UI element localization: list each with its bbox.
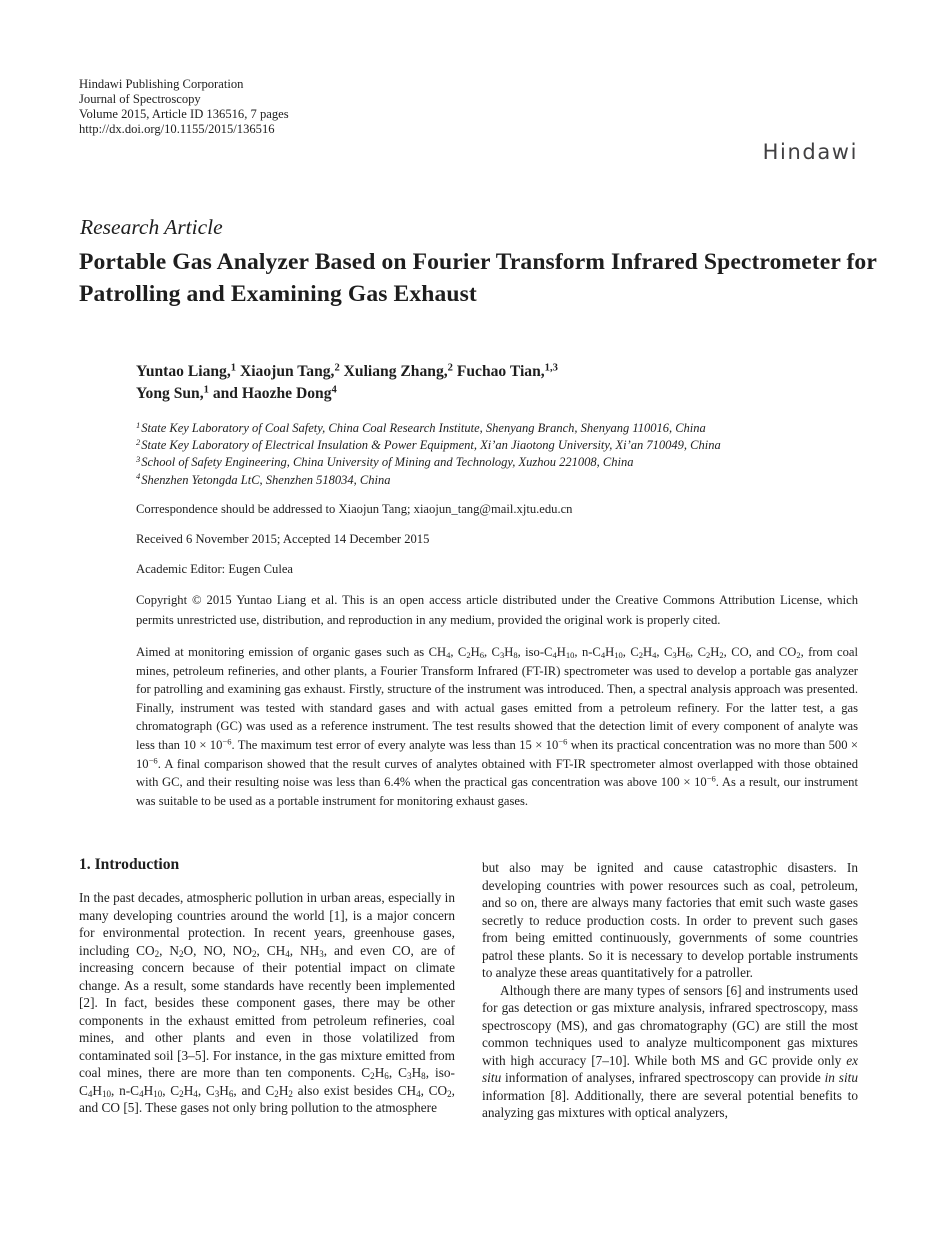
affiliation: $^1$State Key Laboratory of Coal Safety, China Coal Research Institute, Shenyang Branch, Shenyang 110016, China — [136, 419, 706, 435]
received-accepted-line: Received 6 November 2015; Accepted 14 December 2015 — [136, 532, 430, 546]
authors-line: Yuntao Liang,$^1$ Xiaojun Tang,$^2$ Xuliang Zhang,$^2$ Fuchao Tian,$^{1,3}$ Yong Sun,$^1$ and Haozhe Dong$^4$ — [136, 362, 558, 402]
publisher-name: Hindawi Publishing Corporation — [79, 77, 244, 91]
volume-info: Volume 2015, Article ID 136516, 7 pages — [79, 107, 289, 122]
affiliation: $^3$School of Safety Engineering, China University of Mining and Technology, Xuzhou 221008, China — [136, 454, 634, 470]
section-heading-introduction: 1. Introduction — [79, 856, 180, 873]
email-link[interactable]: xiaojun_tang@mail.xjtu.edu.cn — [413, 502, 573, 516]
copyright-notice: Copyright © 2015 Yuntao Liang et al. This is an open access article distributed under the Creative Commons Attribution License, which permits unrestricted use, distribution, and reproduction in any medium, provided the original work is properly cited. — [136, 593, 858, 627]
correspondence-text: Correspondence should be addressed to Xiaojun Tang; — [136, 502, 414, 516]
journal-name: Journal of Spectroscopy — [79, 92, 201, 107]
hindawi-logo: Hindawi — [762, 140, 858, 164]
affiliations-block — [136, 420, 721, 489]
paragraph: In the past decades, atmospheric pollution in urban areas, especially in many developing countries around the world [1], is a major concern for environmental protection. In recent years, greenhouse gases, including $CO_2$, $N_2O$, NO, $NO_2$, $CH_4$, $NH_3$, and even CO, are of increasing concern because of their potential impact on climate change. As a result, some standards have recently been implemented [2]. In fact, besides these component gases, there may be other components in the exhaust emitted from petroleum refineries, coal mines, and other plants and even in those volatilized from contaminated soil [3–5]. For instance, in the gas mixture emitted from coal mines, there are more than ten components. $C_2H_6$, $C_3H_8$, iso-$C_4H_{10}$, $n-C_4H_{10}$, $C_2H_4$, $C_3H_6$, and $C_2H_2$ also exist besides $CH_4$, $CO_2$, and CO [5]. These gases not only bring pollution to the atmosphere — [79, 890, 456, 1115]
doi-link[interactable]: http://dx.doi.org/10.1155/2015/136516 — [79, 122, 275, 137]
article-type-label: Research Article — [80, 215, 223, 239]
paragraph: Although there are many types of sensors [6] and instruments used for gas detection or gas mixture analysis, infrared spectroscopy, mass spectroscopy (MS), and gas chromatography (GC) are still the most common techniques used to analyze multicomponent gas mixtures with high accuracy [7–10]. While both MS and GC provide only ex situ information of analyses, infrared spectroscopy can provide in situ information [8]. Additionally, there are several potential benefits to analyzing gas mixtures with optical analyzers, — [482, 982, 858, 1120]
article-title: Portable Gas Analyzer Based on Fourier Transform Infrared Spectrometer for Patrolling and Examining Gas Exhaust — [79, 249, 877, 307]
affiliation: $^4$Shenzhen Yetongda LtC, Shenzhen 518034, China — [136, 471, 391, 487]
intro-column-right — [482, 859, 858, 1122]
abstract-text: Aimed at monitoring emission of organic gases such as $CH_4$, $C_2H_6$, $C_3H_8$, iso-$C_4H_{10}$, $n-C_4H_{10}$, $C_2H_4$, $C_3H_6$, $C_2H_2$, CO, and $CO_2$, from coal mines, petroleum refineries, and other plants, a Fourier Transform Infrared (FT-IR) spectrometer was used to develop a portable gas analyzer for patrolling and examining gas exhaust. Firstly, structure of the instrument was introduced. Then, a spectral analysis approach was presented. Finally, instrument was tested with standard gases and with actual gases emitted from a petroleum refinery. For the latter test, a gas chromatograph (GC) was used as a reference instrument. The test results showed that the detection limit of every component of analyte was less than $10 \times 10^{-6}$. The maximum test error of every analyte was less than $15 \times 10^{-6}$ when its practical concentration was no more than $500 \times 10^{-6}$. A final comparison showed that the result curves of analytes obtained with FT-IR spectrometer almost overlapped with those obtained with GC, and their resulting noise was less than 6.4% when the practical gas concentration was above $100 \times 10^{-6}$. As a result, our instrument was suitable to be used as a portable instrument for monitoring exhaust gases. — [136, 645, 858, 808]
paragraph: but also may be ignited and cause catastrophic disasters. In developing countries with power resources such as coal, petroleum, and so on, there are always many factories that emit such waste gases secretly to reduce production costs. In order to prevent such gases from being emitted continuously, governments of some countries patrol these plants. So it is necessary to develop portable instruments to analyze these areas quantitatively for a patroller. — [482, 860, 858, 980]
correspondence-line — [136, 502, 572, 517]
academic-editor-line: Academic Editor: Eugen Culea — [136, 562, 294, 576]
publisher-block — [79, 77, 289, 137]
intro-column-left — [79, 889, 455, 1117]
affiliation: $^2$State Key Laboratory of Electrical Insulation & Power Equipment, Xi’an Jiaotong University, Xi’an 710049, China — [136, 436, 721, 453]
